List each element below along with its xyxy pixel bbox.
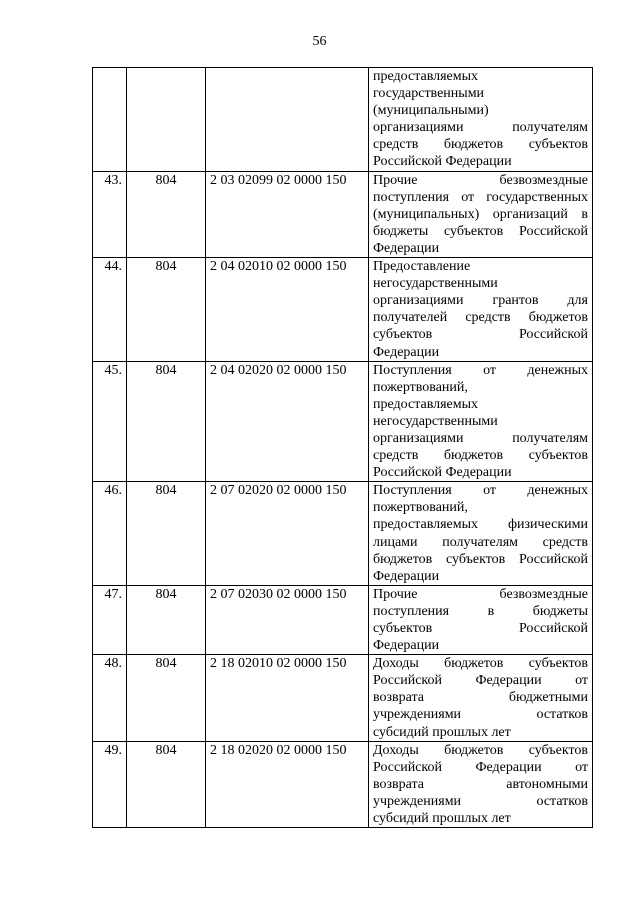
revenue-name-line: (муниципальных) организаций в bbox=[373, 206, 588, 222]
revenue-name-line: поступления в бюджеты bbox=[373, 603, 588, 619]
table-row bbox=[93, 741, 593, 827]
table-row bbox=[93, 171, 593, 257]
table-row bbox=[93, 482, 593, 586]
revenue-name-line: возврата бюджетными bbox=[373, 690, 588, 706]
revenue-name-line: Российской Федерации bbox=[373, 465, 512, 481]
revenue-code-cell: 2 07 02020 02 0000 150 bbox=[206, 482, 369, 586]
revenue-name-line: субъектов Российской bbox=[373, 621, 588, 636]
revenue-name-cell bbox=[369, 361, 593, 482]
row-number-cell: 43. bbox=[93, 171, 127, 257]
revenue-name-line: лицами получателям средств bbox=[373, 534, 588, 550]
revenue-name-line: возврата автономными bbox=[373, 776, 588, 792]
revenue-name-line: государственными bbox=[373, 86, 485, 102]
revenue-name-line: Российской Федерации bbox=[373, 154, 512, 170]
revenue-name-line: Федерации bbox=[373, 638, 440, 654]
revenue-name-line: бюджетов субъектов Российской bbox=[373, 551, 588, 567]
admin-code-cell: 804 bbox=[127, 655, 206, 741]
revenue-name-line: организациями получателям bbox=[373, 430, 588, 446]
revenue-name-line: получателей средств бюджетов bbox=[373, 310, 588, 326]
revenue-name-line: учреждениями остатков bbox=[373, 793, 588, 809]
row-number-cell: 44. bbox=[93, 258, 127, 362]
revenue-name-line: Федерации bbox=[373, 568, 440, 584]
revenue-name-line: предоставляемых bbox=[373, 69, 479, 84]
revenue-name-line: средств бюджетов субъектов bbox=[373, 137, 588, 153]
revenue-name-cell bbox=[369, 258, 593, 362]
row-number-cell: 49. bbox=[93, 741, 127, 827]
revenue-code-cell: 2 04 02010 02 0000 150 bbox=[206, 258, 369, 362]
revenue-name-cell bbox=[369, 655, 593, 741]
revenue-name-line: субсидий прошлых лет bbox=[373, 724, 511, 740]
revenue-name-line: Доходы бюджетов субъектов bbox=[373, 656, 588, 672]
revenue-name-line: предоставляемых физическими bbox=[373, 517, 588, 533]
revenue-name-line: предоставляемых bbox=[373, 396, 479, 412]
page-number: 56 bbox=[312, 34, 327, 49]
revenue-codes-table bbox=[92, 67, 593, 828]
revenue-name-line: организациями получателям bbox=[373, 120, 588, 136]
revenue-code-cell: 2 03 02099 02 0000 150 bbox=[206, 171, 369, 257]
revenue-name-line: субсидий прошлых лет bbox=[373, 811, 511, 827]
revenue-name-line: Предоставление bbox=[373, 259, 471, 275]
revenue-code-cell: 2 07 02030 02 0000 150 bbox=[206, 585, 369, 654]
revenue-name-line: Федерации bbox=[373, 240, 440, 256]
revenue-code-cell: 2 18 02010 02 0000 150 bbox=[206, 655, 369, 741]
revenue-name-line: Российской Федерации от bbox=[373, 673, 588, 689]
revenue-name-line: Прочие безвозмездные bbox=[373, 172, 588, 188]
revenue-name-line: пожертвований, bbox=[373, 500, 468, 516]
table-row bbox=[93, 258, 593, 362]
revenue-name-line: негосударственными bbox=[373, 413, 498, 429]
revenue-name-line: учреждениями остатков bbox=[373, 707, 588, 723]
revenue-name-line: субъектов Российской bbox=[373, 327, 588, 343]
revenue-name-line: Доходы бюджетов субъектов bbox=[373, 742, 588, 758]
table-body bbox=[93, 68, 593, 828]
admin-code-cell: 804 bbox=[127, 258, 206, 362]
admin-code-cell: 804 bbox=[127, 361, 206, 482]
revenue-name-cell bbox=[369, 741, 593, 827]
revenue-name-line: пожертвований, bbox=[373, 379, 468, 395]
revenue-code-cell: 2 18 02020 02 0000 150 bbox=[206, 741, 369, 827]
admin-code-cell: 804 bbox=[127, 585, 206, 654]
revenue-code-cell bbox=[206, 68, 369, 172]
revenue-name-line: бюджеты субъектов Российской bbox=[373, 223, 588, 239]
admin-code-cell bbox=[127, 68, 206, 172]
revenue-name-line: Поступления от денежных bbox=[373, 483, 588, 499]
revenue-name-line: Федерации bbox=[373, 344, 440, 360]
row-number-cell: 47. bbox=[93, 585, 127, 654]
row-number-cell: 46. bbox=[93, 482, 127, 586]
revenue-name-cell bbox=[369, 171, 593, 257]
admin-code-cell: 804 bbox=[127, 171, 206, 257]
admin-code-cell: 804 bbox=[127, 741, 206, 827]
revenue-name-cell bbox=[369, 68, 593, 172]
table-row bbox=[93, 655, 593, 741]
revenue-code-cell: 2 04 02020 02 0000 150 bbox=[206, 361, 369, 482]
revenue-name-line: средств бюджетов субъектов bbox=[373, 448, 588, 464]
table-row bbox=[93, 68, 593, 172]
table-row bbox=[93, 585, 593, 654]
revenue-name-line: поступления от государственных bbox=[373, 189, 588, 205]
row-number-cell bbox=[93, 68, 127, 172]
revenue-name-cell bbox=[369, 585, 593, 654]
revenue-name-line: организациями грантов для bbox=[373, 293, 588, 309]
table-row bbox=[93, 361, 593, 482]
revenue-name-line: Поступления от денежных bbox=[373, 362, 588, 378]
row-number-cell: 48. bbox=[93, 655, 127, 741]
row-number-cell: 45. bbox=[93, 361, 127, 482]
revenue-name-cell bbox=[369, 482, 593, 586]
revenue-name-line: негосударственными bbox=[373, 276, 498, 292]
revenue-name-line: Российской Федерации от bbox=[373, 759, 588, 775]
revenue-name-line: (муниципальными) bbox=[373, 103, 489, 119]
revenue-name-line: Прочие безвозмездные bbox=[373, 586, 588, 602]
admin-code-cell: 804 bbox=[127, 482, 206, 586]
